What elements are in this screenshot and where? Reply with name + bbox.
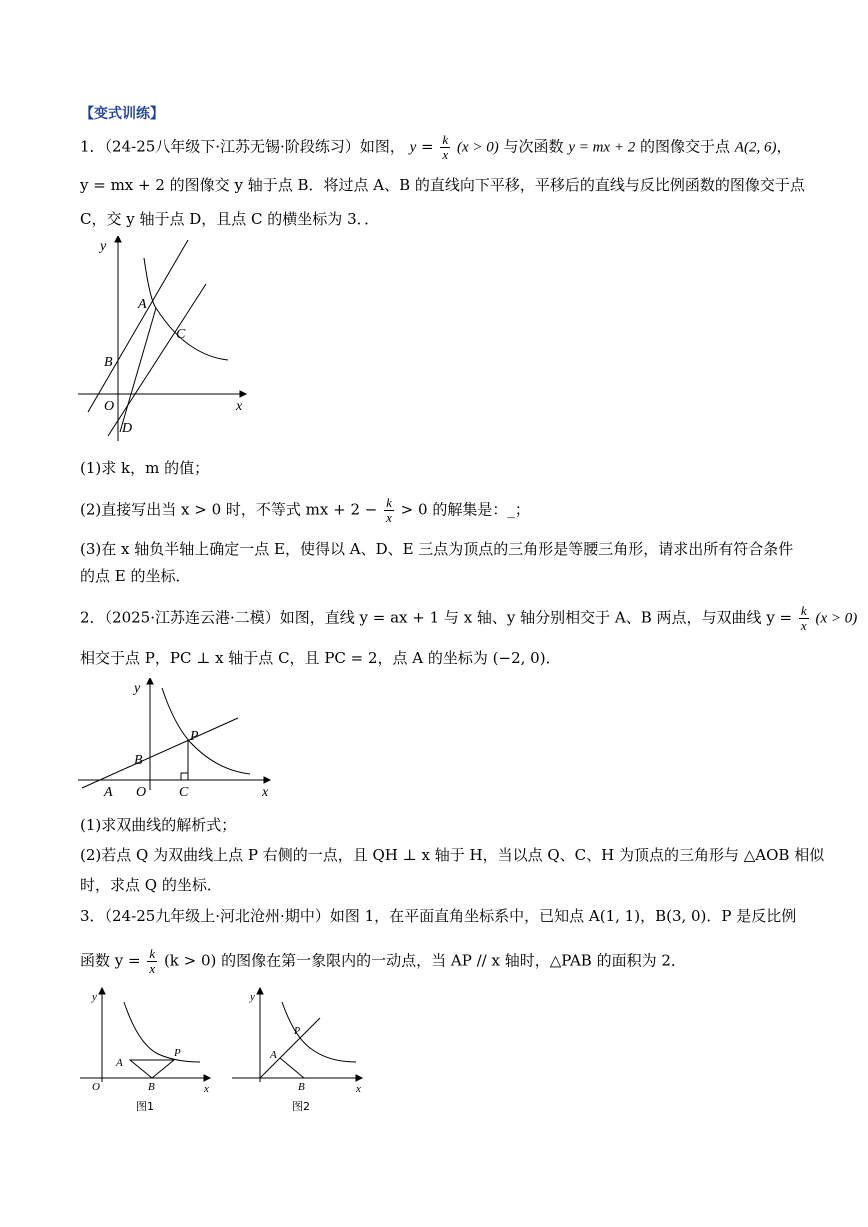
q2-line2: 相交于点 P，PC ⊥ x 轴于点 C，且 PC = 2，点 A 的坐标为 (−2, 0)． bbox=[80, 649, 561, 667]
q3-line2: 函数 y = $\frac{k}{x}$ (k > 0) 的图像在第一象限内的一动点，当 AP // x 轴时，△PAB 的面积为 2． bbox=[80, 946, 686, 976]
q3-fig1-x: x bbox=[204, 1083, 209, 1095]
q3-fig1-y: y bbox=[92, 991, 97, 1003]
q2-figure bbox=[78, 678, 278, 803]
q2-line1: 2．（2025·江苏连云港·二模）如图，直线 y = ax + 1 与 x 轴、y 轴分别相交于 A、B 两点，与双曲线 y = $\frac{k}{x}$ (x > 0) bbox=[80, 603, 858, 633]
q1-sub3-line2: 的点 E 的坐标． bbox=[80, 567, 191, 585]
q1-fig-C: C bbox=[176, 327, 186, 342]
q2-fig-O: O bbox=[136, 785, 147, 800]
q1-fraction: $\frac{k}{x}$ bbox=[442, 132, 449, 162]
q3-fig1-P: P bbox=[174, 1047, 181, 1059]
q2-sub2-line1: (2)若点 Q 为双曲线上点 P 右侧的一点，且 QH ⊥ x 轴于 H，当以点 Q、C、H 为顶点的三角形与 △AOB 相似 bbox=[80, 846, 825, 864]
q1-sub2: (2)直接写出当 x > 0 时，不等式 mx + 2 − $\frac{k}{x}$ > 0 的解集是：_； bbox=[80, 495, 530, 525]
q1-line3: C，交 y 轴于点 D，且点 C 的横坐标为 3．． bbox=[80, 210, 380, 228]
q2-fig-y: y bbox=[134, 681, 141, 696]
q3-fig1-O: O bbox=[92, 1081, 100, 1093]
q1-intro: 1．（24-25八年级下·江苏无锡·阶段练习）如图， bbox=[80, 137, 405, 156]
q2-fig-C: C bbox=[179, 785, 189, 800]
q1-fig-y: y bbox=[100, 239, 107, 254]
q2-fig-x: x bbox=[262, 785, 269, 800]
q3-figure2 bbox=[232, 986, 372, 1116]
q1-fig-B: B bbox=[104, 355, 113, 370]
q3-figure1 bbox=[80, 986, 220, 1116]
q1-line2: y = mx + 2 的图像交 y 轴于点 B．将过点 A、B 的直线向下平移，平移后的直线与反比例函数的图像交于点 bbox=[80, 176, 805, 194]
q1-sub1: (1)求 k，m 的值； bbox=[80, 459, 210, 477]
q3-fig1-caption: 图1 bbox=[136, 1100, 154, 1113]
q3-fig2-caption: 图2 bbox=[292, 1100, 310, 1113]
q1-fig-x: x bbox=[236, 399, 243, 414]
q1-line1: 1．（24-25八年级下·江苏无锡·阶段练习）如图， y = $\frac{k}{x}$ (x > 0) 与次函数 y = mx + 2 的图像交于点 A(2, 6)， bbox=[80, 132, 792, 162]
q3-fig2-A: A bbox=[270, 1049, 277, 1061]
q3-fig2-P: P bbox=[294, 1026, 301, 1037]
q3-line1: 3．（24-25九年级上·河北沧州·期中）如图 1，在平面直角坐标系中，已知点 A(1, 1)，B(3, 0)．P 是反比例 bbox=[80, 907, 797, 925]
q3-fig1-A: A bbox=[116, 1057, 123, 1069]
q2-fig-P: P bbox=[190, 729, 199, 744]
q2-fig-A: A bbox=[104, 785, 113, 800]
q2-fig-B: B bbox=[134, 753, 143, 768]
q1-figure bbox=[78, 236, 258, 446]
q3-fig2-y: y bbox=[250, 991, 255, 1003]
q3-fig2-B: B bbox=[298, 1081, 305, 1093]
q2-sub2-line2: 时，求点 Q 的坐标． bbox=[80, 876, 222, 894]
q3-fig1-B: B bbox=[148, 1081, 155, 1093]
q3-fig2-x: x bbox=[356, 1083, 361, 1095]
q1-fig-A: A bbox=[138, 297, 147, 312]
q1-sub3-line1: (3)在 x 轴负半轴上确定一点 E，使得以 A、D、E 三点为顶点的三角形是等腰三角形，请求出所有符合条件 bbox=[80, 540, 794, 558]
q1-fig-O: O bbox=[104, 399, 115, 414]
section-header: 【变式训练】 bbox=[80, 106, 164, 122]
q2-sub1: (1)求双曲线的解析式； bbox=[80, 816, 237, 834]
q1-fig-D: D bbox=[122, 421, 133, 436]
